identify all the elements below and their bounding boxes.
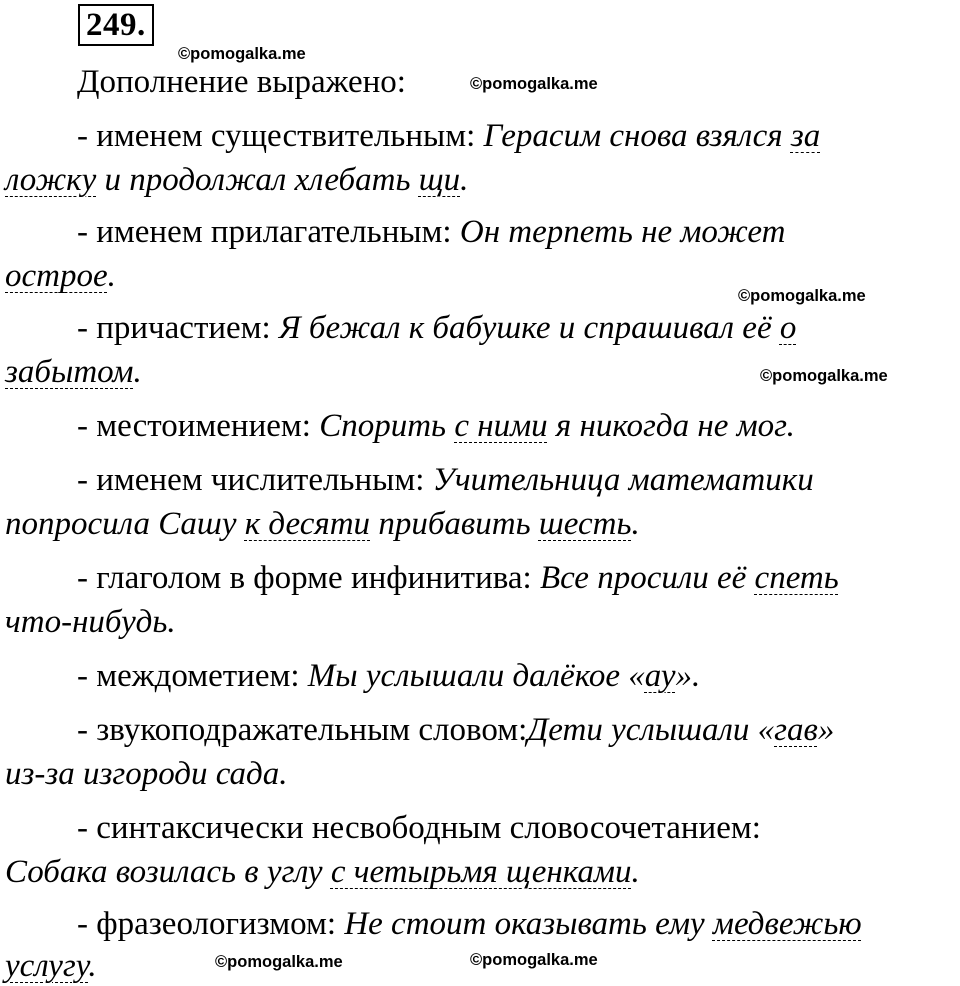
punctuation: . — [460, 162, 469, 198]
exercise-number: 249. — [78, 4, 154, 46]
example-text: Он терпеть не может — [459, 214, 786, 250]
list-item-continuation — [5, 946, 960, 986]
underlined-object: забытом — [5, 354, 134, 390]
watermark: ©pomogalka.me — [470, 951, 598, 969]
underlined-object: о — [779, 310, 797, 346]
intro-text: Дополнение выражено: — [77, 64, 406, 100]
item-label: - синтаксически несвободным словосочетанием: — [77, 810, 761, 846]
watermark: ©pomogalka.me — [470, 75, 598, 93]
list-item-continuation — [5, 852, 960, 892]
list-item — [77, 308, 960, 348]
watermark: ©pomogalka.me — [178, 45, 306, 63]
example-text: Учительница математики — [432, 462, 814, 498]
underlined-object: острое — [5, 258, 108, 294]
underlined-object: ау — [644, 658, 676, 694]
example-text: » — [817, 712, 835, 748]
item-label: - именем существительным: — [77, 118, 476, 154]
punctuation: . — [107, 258, 116, 294]
item-label: - междометием: — [77, 658, 300, 694]
example-text: что-нибудь. — [5, 604, 176, 640]
underlined-object: услугу — [5, 948, 89, 984]
underlined-object: медвежью — [712, 906, 862, 942]
item-label: - причастием: — [77, 310, 271, 346]
list-item-continuation — [5, 602, 960, 642]
punctuation: . — [631, 506, 640, 542]
punctuation: . — [133, 354, 142, 390]
example-text: и продолжал хлебать — [96, 162, 419, 198]
example-text: Герасим снова взялся — [483, 118, 791, 154]
list-item — [77, 808, 960, 848]
item-label: - фразеологизмом: — [77, 906, 337, 942]
example-text: Мы услышали далёкое « — [307, 658, 645, 694]
example-text: Спорить — [319, 408, 455, 444]
example-text: Все просили её — [539, 560, 755, 596]
underlined-object: шесть — [538, 506, 632, 542]
list-item — [77, 116, 960, 156]
underlined-object: с четырьмя щенками — [330, 854, 632, 890]
item-label: - именем прилагательным: — [77, 214, 452, 250]
example-text: Не стоит оказывать ему — [344, 906, 713, 942]
example-text: Дети услышали « — [527, 712, 775, 748]
item-label: - звукоподражательным словом: — [77, 712, 528, 748]
underlined-object: за — [790, 118, 821, 154]
underlined-object: спеть — [754, 560, 839, 596]
watermark: ©pomogalka.me — [215, 953, 343, 971]
underlined-object: гав — [774, 712, 818, 748]
example-text: из-за изгороди сада. — [5, 756, 288, 792]
list-item — [77, 656, 960, 696]
item-label: - глаголом в форме инфинитива: — [77, 560, 532, 596]
list-item — [77, 558, 960, 598]
list-item-continuation — [5, 160, 960, 200]
underlined-object: к десяти — [244, 506, 371, 542]
example-text: прибавить — [370, 506, 539, 542]
underlined-object: ложку — [5, 162, 97, 198]
item-label: - местоимением: — [77, 408, 311, 444]
underlined-object: щи — [418, 162, 461, 198]
list-item-continuation — [5, 352, 960, 392]
example-text: Собака возилась в углу — [5, 854, 331, 890]
list-item — [77, 710, 960, 750]
example-text: попросила Сашу — [5, 506, 245, 542]
list-item — [77, 212, 960, 252]
list-item — [77, 904, 960, 944]
list-item-continuation — [5, 754, 960, 794]
list-item — [77, 460, 960, 500]
example-text: я никогда не мог. — [547, 408, 795, 444]
list-item-continuation — [5, 504, 960, 544]
underlined-object: с ними — [454, 408, 548, 444]
list-item-continuation — [5, 256, 960, 296]
watermark: ©pomogalka.me — [760, 367, 888, 385]
punctuation: . — [88, 948, 97, 984]
watermark: ©pomogalka.me — [738, 287, 866, 305]
list-item — [77, 406, 960, 446]
example-text: ». — [675, 658, 701, 694]
item-label: - именем числительным: — [77, 462, 425, 498]
punctuation: . — [631, 854, 640, 890]
example-text: Я бежал к бабушке и спрашивал её — [278, 310, 780, 346]
